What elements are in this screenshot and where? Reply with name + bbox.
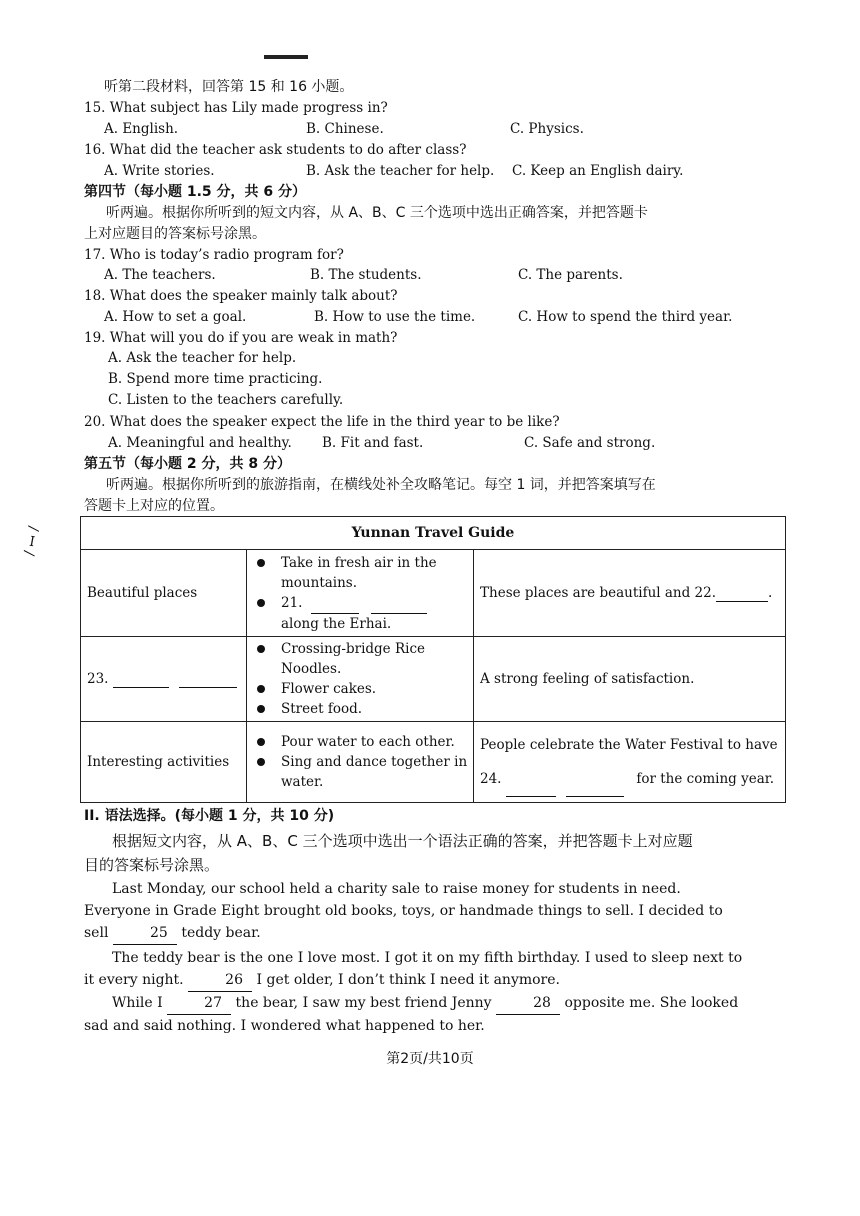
section4-instruction-1: 听两遍。根据你所听到的短文内容，从 A、B、C 三个选项中选出正确答案，并把答题卡 bbox=[106, 205, 648, 221]
q18-option-c: C. How to spend the third year. bbox=[518, 309, 733, 325]
answer-blank-21b bbox=[371, 593, 427, 614]
p3-text-b: the bear, I saw my best friend Jenny bbox=[235, 995, 492, 1011]
list-item: Flower cakes. bbox=[253, 679, 473, 699]
question-16: 16. What did the teacher ask students to do after class? bbox=[84, 142, 467, 158]
row3-note-tail: for the coming year. bbox=[636, 770, 775, 787]
answer-blank-24b bbox=[566, 762, 624, 797]
answer-blank-23a bbox=[113, 671, 169, 688]
section4-instruction-2: 上对应题目的答案标号涂黑。 bbox=[84, 226, 266, 242]
blank-24-number: 24. bbox=[480, 770, 502, 787]
table-row: Beautiful places Take in fresh air in the mountains. 21. along the Erhai. These places are beautiful and 22. . bbox=[81, 550, 786, 637]
part3-intro: 听第二段材料，回答第 15 和 16 小题。 bbox=[104, 79, 354, 95]
list-item: Take in fresh air in the mountains. bbox=[253, 553, 473, 593]
answer-blank-24a bbox=[506, 762, 556, 797]
q17-option-b: B. The students. bbox=[310, 267, 422, 283]
section5-instruction-1: 听两遍。根据你所听到的旅游指南，在横线处补全攻略笔记。每空 1 词，并把答案填写在 bbox=[106, 477, 656, 493]
list-item: Pour water to each other. bbox=[253, 732, 473, 752]
list-item: Sing and dance together in water. bbox=[253, 752, 473, 792]
table-row bbox=[81, 637, 786, 722]
list-item: Street food. bbox=[253, 699, 473, 719]
q19-option-b: B. Spend more time practicing. bbox=[108, 371, 323, 387]
row2-label: 23. bbox=[87, 670, 109, 687]
answer-blank-28: 28 bbox=[496, 992, 560, 1015]
question-17: 17. Who is today’s radio program for? bbox=[84, 247, 344, 263]
row3-note-1: People celebrate the Water Festival to have bbox=[480, 736, 778, 753]
list-item: Crossing-bridge Rice Noodles. bbox=[253, 639, 473, 679]
q19-option-c: C. Listen to the teachers carefully. bbox=[108, 392, 344, 408]
row3-label: Interesting activities bbox=[81, 722, 247, 803]
grammar-instruction-1: 根据短文内容，从 A、B、C 三个选项中选出一个语法正确的答案，并把答题卡上对应题 bbox=[112, 832, 693, 850]
travel-guide-table bbox=[80, 516, 786, 803]
passage-paragraph-2 bbox=[84, 947, 744, 992]
answer-blank-25: 25 bbox=[113, 922, 177, 945]
answer-blank-22 bbox=[716, 585, 768, 602]
q17-option-c: C. The parents. bbox=[518, 267, 623, 283]
grammar-title: II. 语法选择。(每小题 1 分，共 10 分) bbox=[84, 808, 335, 824]
answer-blank-21a bbox=[311, 593, 359, 614]
q16-option-b: B. Ask the teacher for help. bbox=[306, 163, 495, 179]
passage bbox=[84, 878, 744, 1037]
answer-blank-27: 27 bbox=[167, 992, 231, 1015]
answer-blank-23b bbox=[179, 671, 237, 688]
row1-note: These places are beautiful and 22. bbox=[480, 584, 717, 601]
question-20: 20. What does the speaker expect the life in the third year to be like? bbox=[84, 414, 560, 430]
row1-label: Beautiful places bbox=[81, 550, 247, 637]
section5-title: 第五节（每小题 2 分，共 8 分） bbox=[84, 456, 291, 472]
row1-bullet2-tail: along the Erhai. bbox=[281, 615, 392, 632]
page-number: 第2页/共10页 bbox=[386, 1051, 474, 1067]
table-row bbox=[81, 722, 786, 803]
q18-option-b: B. How to use the time. bbox=[314, 309, 476, 325]
row2-note: A strong feeling of satisfaction. bbox=[474, 637, 786, 722]
q16-option-a: A. Write stories. bbox=[104, 163, 215, 179]
section4-title: 第四节（每小题 1.5 分，共 6 分） bbox=[84, 184, 307, 200]
q15-option-a: A. English. bbox=[104, 121, 179, 137]
q15-option-c: C. Physics. bbox=[510, 121, 584, 137]
grammar-instruction-2: 目的答案标号涂黑。 bbox=[84, 856, 220, 874]
p3-text-c: opposite me. She looked sad and said nothing. I wondered what happened to her. bbox=[84, 995, 739, 1034]
blank-21-number: 21. bbox=[281, 594, 303, 611]
table-title: Yunnan Travel Guide bbox=[81, 517, 786, 550]
question-15: 15. What subject has Lily made progress in? bbox=[84, 100, 388, 116]
q16-option-c: C. Keep an English dairy. bbox=[512, 163, 684, 179]
q18-option-a: A. How to set a goal. bbox=[104, 309, 247, 325]
q19-option-a: A. Ask the teacher for help. bbox=[108, 350, 297, 366]
q20-option-a: A. Meaningful and healthy. bbox=[108, 435, 292, 451]
q15-option-b: B. Chinese. bbox=[306, 121, 384, 137]
margin-handwriting: / ꟷ / bbox=[20, 524, 42, 557]
passage-paragraph-3 bbox=[84, 992, 744, 1037]
q20-option-c: C. Safe and strong. bbox=[524, 435, 656, 451]
q17-option-a: A. The teachers. bbox=[104, 267, 216, 283]
p3-text-a: While I bbox=[112, 995, 163, 1011]
q20-option-b: B. Fit and fast. bbox=[322, 435, 424, 451]
section5-instruction-2: 答题卡上对应的位置。 bbox=[84, 498, 224, 514]
p2-text-b: I get older, I don’t think I need it anymore. bbox=[256, 972, 560, 988]
list-item bbox=[253, 593, 473, 634]
question-18: 18. What does the speaker mainly talk about? bbox=[84, 288, 398, 304]
passage-paragraph-1 bbox=[84, 878, 744, 945]
scan-mark bbox=[264, 55, 308, 59]
question-19: 19. What will you do if you are weak in math? bbox=[84, 330, 398, 346]
answer-blank-26: 26 bbox=[188, 969, 252, 992]
p1-text-b: teddy bear. bbox=[181, 925, 261, 941]
p2-text-a: The teddy bear is the one I love most. I got it on my fifth birthday. I used to sleep next to it every night. bbox=[84, 950, 743, 988]
p1-text-a: Last Monday, our school held a charity sale to raise money for students in need. Everyone in Grade Eight brought old books, toys, or handmade things to sell. I decided to sell bbox=[84, 881, 723, 941]
